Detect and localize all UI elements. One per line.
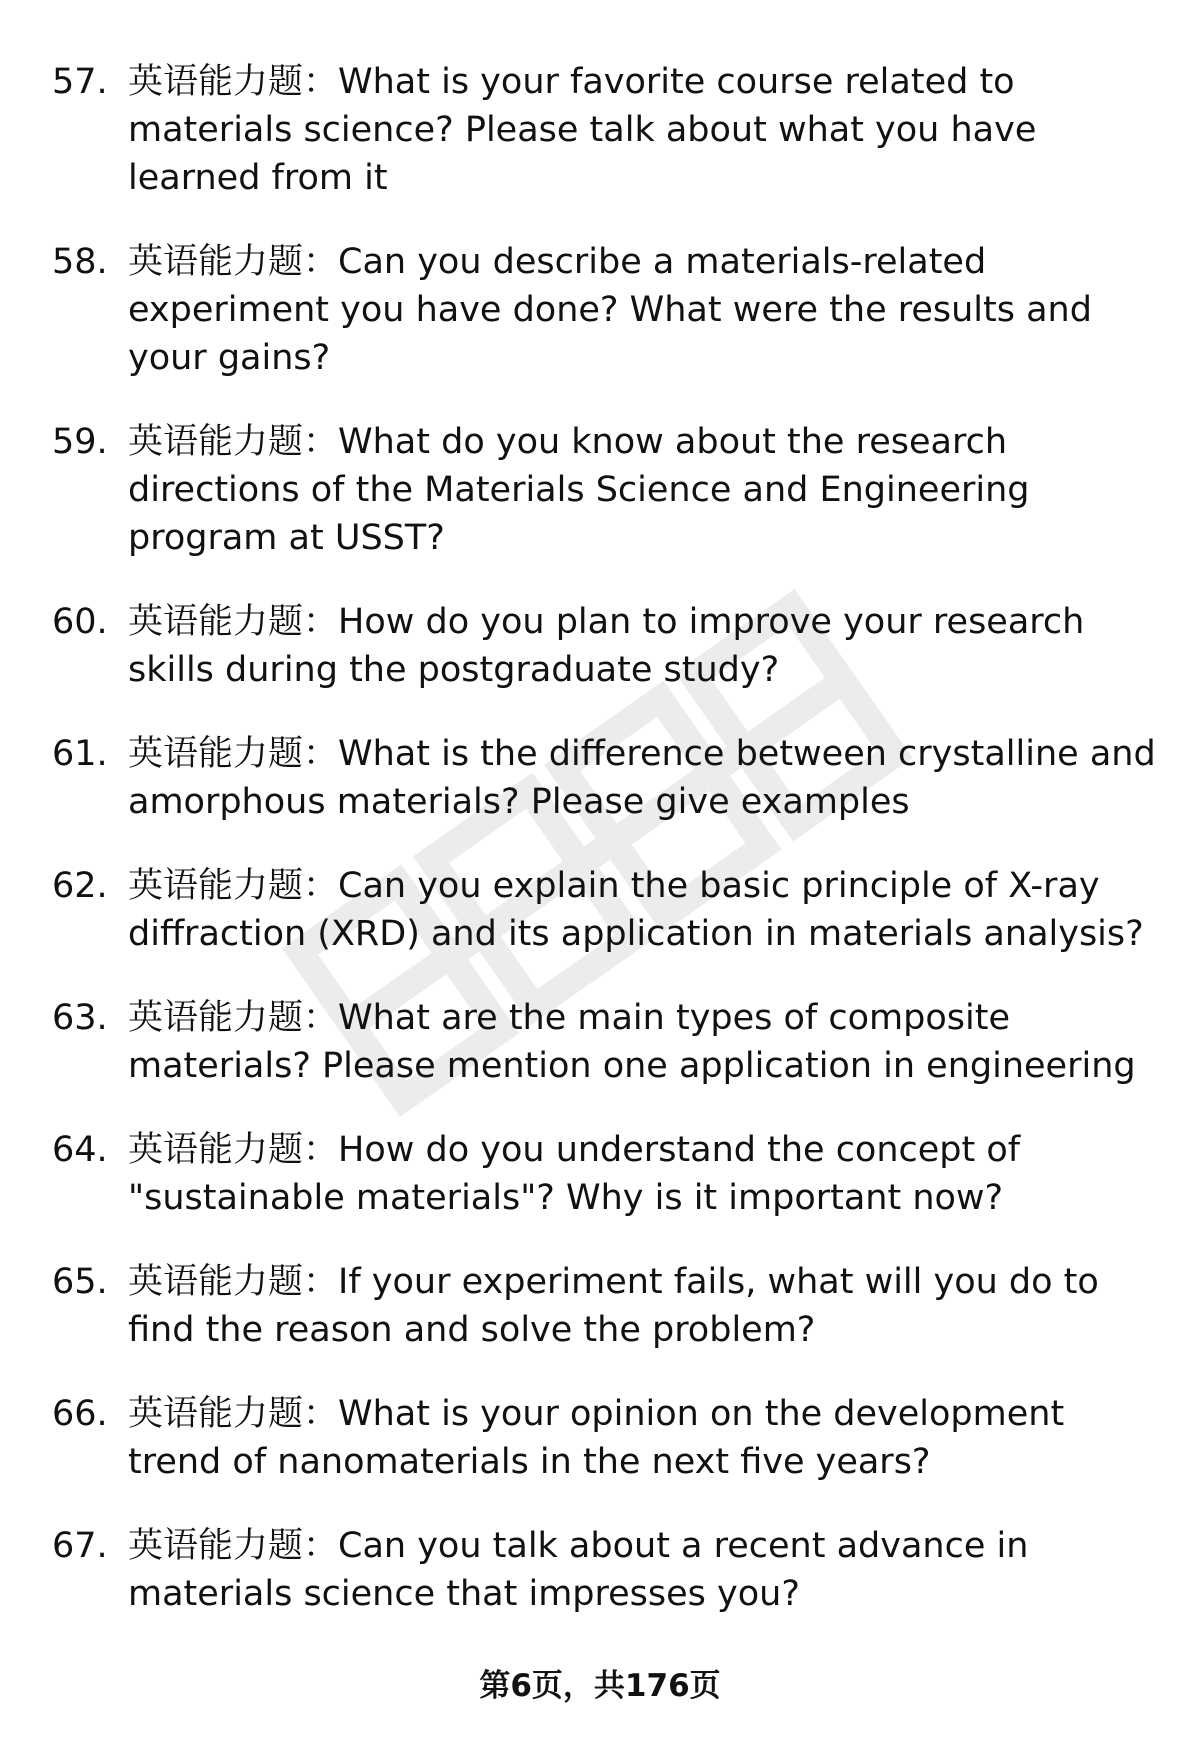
question-category: 英语能力题： xyxy=(128,242,339,282)
question-item xyxy=(0,1522,1200,1618)
question-number: 57. xyxy=(52,62,108,102)
question-item xyxy=(0,238,1200,382)
question-number: 64. xyxy=(52,1130,108,1170)
question-category: 英语能力题： xyxy=(128,1262,339,1302)
question-number: 66. xyxy=(52,1394,108,1434)
question-number: 62. xyxy=(52,866,108,906)
question-text xyxy=(128,730,1160,826)
question-text xyxy=(128,1126,1160,1222)
question-text xyxy=(128,1390,1160,1486)
question-item xyxy=(0,1258,1200,1354)
question-body: What is your favorite course related to materials science? Please talk about what you have learned from it xyxy=(128,62,1037,198)
question-text xyxy=(128,598,1160,694)
question-text xyxy=(128,418,1160,562)
question-body: What is the difference between crystalline and amorphous materials? Please give examples xyxy=(128,734,1156,822)
question-category: 英语能力题： xyxy=(128,62,339,102)
question-body: How do you plan to improve your research skills during the postgraduate study? xyxy=(128,602,1085,690)
question-body: If your experiment fails, what will you do to find the reason and solve the problem? xyxy=(128,1262,1099,1350)
question-item xyxy=(0,418,1200,562)
question-item xyxy=(0,1126,1200,1222)
question-number: 60. xyxy=(52,602,108,642)
question-category: 英语能力题： xyxy=(128,1394,339,1434)
question-body: Can you describe a materials-related experiment you have done? What were the results and your gains? xyxy=(128,242,1092,378)
question-item xyxy=(0,58,1200,202)
question-category: 英语能力题： xyxy=(128,1526,339,1566)
question-category: 英语能力题： xyxy=(128,998,339,1038)
question-number: 58. xyxy=(52,242,108,282)
question-text xyxy=(128,58,1160,202)
question-body: How do you understand the concept of "sustainable materials"? Why is it important now? xyxy=(128,1130,1021,1218)
question-category: 英语能力题： xyxy=(128,1130,339,1170)
question-item xyxy=(0,994,1200,1090)
question-text xyxy=(128,238,1160,382)
question-category: 英语能力题： xyxy=(128,734,339,774)
question-item xyxy=(0,1390,1200,1486)
page-number: 第6页，共176页 xyxy=(479,1668,721,1704)
question-text xyxy=(128,1258,1160,1354)
question-text xyxy=(128,862,1160,958)
question-body: What are the main types of composite materials? Please mention one application in engineering xyxy=(128,998,1136,1086)
question-category: 英语能力题： xyxy=(128,422,339,462)
question-category: 英语能力题： xyxy=(128,602,339,642)
question-body: Can you explain the basic principle of X-ray diffraction (XRD) and its application in materials analysis? xyxy=(128,866,1144,954)
question-text xyxy=(128,1522,1160,1618)
question-body: What do you know about the research directions of the Materials Science and Engineering program at USST? xyxy=(128,422,1030,558)
question-number: 59. xyxy=(52,422,108,462)
question-number: 63. xyxy=(52,998,108,1038)
question-category: 英语能力题： xyxy=(128,866,339,906)
question-item xyxy=(0,862,1200,958)
question-item xyxy=(0,730,1200,826)
question-number: 61. xyxy=(52,734,108,774)
question-text xyxy=(128,994,1160,1090)
question-number: 65. xyxy=(52,1262,108,1302)
question-body: What is your opinion on the development trend of nanomaterials in the next five years? xyxy=(128,1394,1065,1482)
question-body: Can you talk about a recent advance in materials science that impresses you? xyxy=(128,1526,1029,1614)
question-item xyxy=(0,598,1200,694)
question-list xyxy=(0,58,1200,1618)
question-number: 67. xyxy=(52,1526,108,1566)
